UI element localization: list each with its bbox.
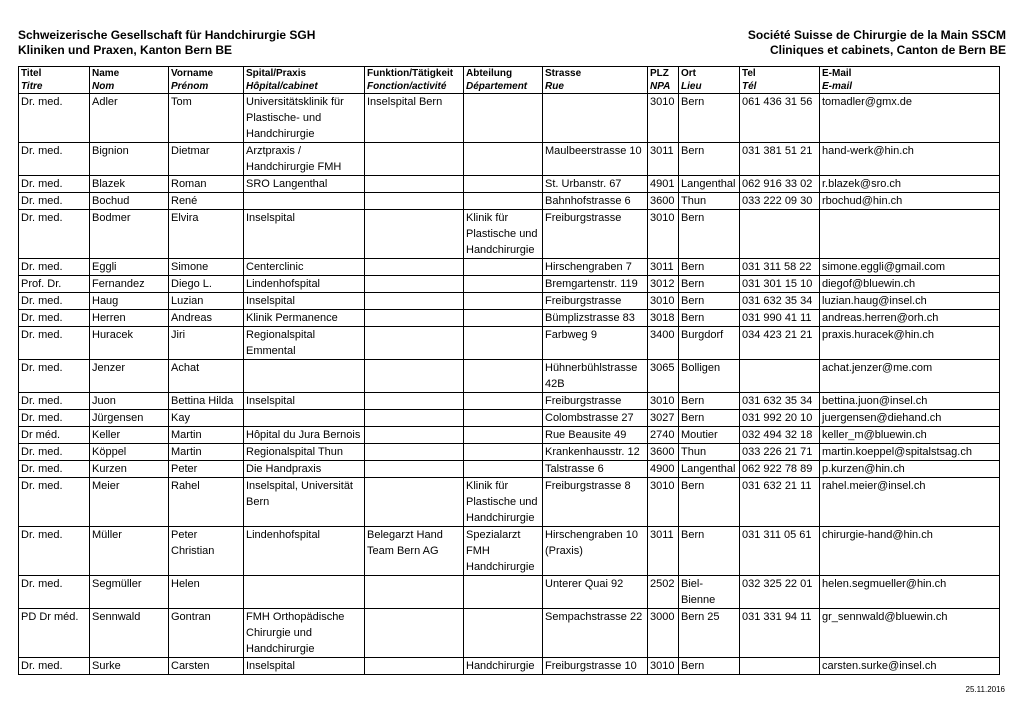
cell-hospital	[244, 360, 365, 393]
cell-phone: 031 301 15 10	[740, 276, 820, 293]
cell-department	[464, 143, 543, 176]
cell-function	[365, 658, 464, 675]
table-row	[19, 609, 1000, 658]
table-row	[19, 393, 1000, 410]
column-label-de: Name	[92, 68, 120, 79]
cell-title: Dr. med.	[19, 327, 90, 360]
cell-function	[365, 360, 464, 393]
table-header-row	[19, 67, 1000, 94]
table-row	[19, 143, 1000, 176]
column-header-zip	[648, 67, 679, 94]
cell-zip: 2740	[648, 427, 679, 444]
cell-title: Dr. med.	[19, 176, 90, 193]
cell-city: Bern	[679, 143, 740, 176]
cell-name: Bignion	[90, 143, 169, 176]
cell-department: Klinik für Plastische und Handchirurgie	[464, 478, 543, 527]
cell-street: Freiburgstrasse 10	[543, 658, 648, 675]
cell-function	[365, 276, 464, 293]
cell-department	[464, 461, 543, 478]
cell-zip: 3400	[648, 327, 679, 360]
cell-zip: 3600	[648, 193, 679, 210]
cell-zip: 3600	[648, 444, 679, 461]
cell-name: Bodmer	[90, 210, 169, 259]
cell-hospital: Lindenhofspital	[244, 527, 365, 576]
column-label-fr: Hôpital/cabinet	[246, 81, 318, 92]
cell-hospital: Universitätsklinik für Plastische- und Handchirurgie	[244, 94, 365, 143]
column-header-phone	[740, 67, 820, 94]
column-label-de: Abteilung	[466, 68, 513, 79]
cell-department: Spezialarzt FMH Handchirurgie	[464, 527, 543, 576]
cell-first-name: Simone	[169, 259, 244, 276]
cell-email: r.blazek@sro.ch	[820, 176, 1000, 193]
cell-title: Prof. Dr.	[19, 276, 90, 293]
table-row	[19, 310, 1000, 327]
cell-phone: 031 632 35 34	[740, 393, 820, 410]
cell-department	[464, 427, 543, 444]
cell-street: St. Urbanstr. 67	[543, 176, 648, 193]
cell-title: Dr. med.	[19, 478, 90, 527]
cell-zip: 3018	[648, 310, 679, 327]
table-row	[19, 410, 1000, 427]
cell-city: Biel-Bienne	[679, 576, 740, 609]
cell-department	[464, 444, 543, 461]
cell-title: Dr. med.	[19, 259, 90, 276]
cell-phone: 034 423 21 21	[740, 327, 820, 360]
cell-email: diegof@bluewin.ch	[820, 276, 1000, 293]
cell-name: Jenzer	[90, 360, 169, 393]
cell-city: Moutier	[679, 427, 740, 444]
cell-name: Segmüller	[90, 576, 169, 609]
directory-table	[18, 66, 1000, 675]
table-row	[19, 527, 1000, 576]
cell-department	[464, 176, 543, 193]
footer-date: 25.11.2016	[965, 685, 1005, 694]
cell-phone: 031 331 94 11	[740, 609, 820, 658]
cell-first-name: Peter Christian	[169, 527, 244, 576]
cell-city: Bern 25	[679, 609, 740, 658]
list-title-de: Kliniken und Praxen, Kanton Bern BE	[18, 43, 233, 57]
cell-function	[365, 327, 464, 360]
cell-zip: 3010	[648, 658, 679, 675]
cell-email: p.kurzen@hin.ch	[820, 461, 1000, 478]
cell-hospital: SRO Langenthal	[244, 176, 365, 193]
cell-phone: 032 494 32 18	[740, 427, 820, 444]
cell-zip: 3010	[648, 210, 679, 259]
cell-department	[464, 393, 543, 410]
column-label-de: Vorname	[171, 68, 214, 79]
table-row	[19, 658, 1000, 675]
cell-phone	[740, 210, 820, 259]
table-row	[19, 327, 1000, 360]
cell-street: Krankenhausstr. 12	[543, 444, 648, 461]
table-row	[19, 360, 1000, 393]
cell-department	[464, 360, 543, 393]
cell-first-name: Elvira	[169, 210, 244, 259]
cell-title: Dr. med.	[19, 94, 90, 143]
cell-street: Rue Beausite 49	[543, 427, 648, 444]
cell-function	[365, 293, 464, 310]
column-label-fr: Tél	[742, 81, 757, 92]
cell-title: Dr. med.	[19, 461, 90, 478]
cell-phone: 031 311 05 61	[740, 527, 820, 576]
cell-email: helen.segmueller@hin.ch	[820, 576, 1000, 609]
cell-function: Inselspital Bern	[365, 94, 464, 143]
cell-email: carsten.surke@insel.ch	[820, 658, 1000, 675]
cell-name: Fernandez	[90, 276, 169, 293]
cell-zip: 3010	[648, 94, 679, 143]
cell-email: achat.jenzer@me.com	[820, 360, 1000, 393]
cell-department	[464, 609, 543, 658]
table-row	[19, 176, 1000, 193]
cell-title: Dr. med.	[19, 293, 90, 310]
cell-zip: 3011	[648, 143, 679, 176]
cell-first-name: Kay	[169, 410, 244, 427]
cell-zip: 3012	[648, 276, 679, 293]
cell-zip: 3000	[648, 609, 679, 658]
column-header-name	[90, 67, 169, 94]
cell-zip: 3010	[648, 293, 679, 310]
cell-city: Bern	[679, 276, 740, 293]
cell-name: Blazek	[90, 176, 169, 193]
column-label-fr: Titre	[21, 81, 43, 92]
cell-function	[365, 193, 464, 210]
cell-first-name: Luzian	[169, 293, 244, 310]
table-row	[19, 478, 1000, 527]
cell-function	[365, 410, 464, 427]
cell-email: keller_m@bluewin.ch	[820, 427, 1000, 444]
cell-phone: 061 436 31 56	[740, 94, 820, 143]
cell-street: Hirschengraben 7	[543, 259, 648, 276]
society-name-fr: Société Suisse de Chirurgie de la Main SSCM	[747, 28, 1006, 42]
header-left	[18, 28, 315, 58]
cell-city: Bern	[679, 478, 740, 527]
cell-first-name: Dietmar	[169, 143, 244, 176]
table-row	[19, 259, 1000, 276]
cell-street: Hühnerbühlstrasse 42B	[543, 360, 648, 393]
table-row	[19, 193, 1000, 210]
cell-hospital	[244, 193, 365, 210]
cell-first-name: Bettina Hilda	[169, 393, 244, 410]
cell-phone: 031 990 41 11	[740, 310, 820, 327]
column-label-fr: NPA	[650, 81, 671, 92]
cell-email: rbochud@hin.ch	[820, 193, 1000, 210]
cell-email: juergensen@diehand.ch	[820, 410, 1000, 427]
cell-phone: 032 325 22 01	[740, 576, 820, 609]
cell-name: Jürgensen	[90, 410, 169, 427]
cell-first-name: Gontran	[169, 609, 244, 658]
cell-department	[464, 410, 543, 427]
cell-title: Dr. med.	[19, 193, 90, 210]
cell-function	[365, 176, 464, 193]
column-label-de: E-Mail	[822, 68, 852, 79]
cell-function	[365, 444, 464, 461]
cell-hospital	[244, 576, 365, 609]
cell-name: Haug	[90, 293, 169, 310]
cell-name: Bochud	[90, 193, 169, 210]
cell-zip: 4900	[648, 461, 679, 478]
cell-name: Müller	[90, 527, 169, 576]
cell-street: Bremgartenstr. 119	[543, 276, 648, 293]
cell-name: Keller	[90, 427, 169, 444]
cell-name: Kurzen	[90, 461, 169, 478]
cell-city: Langenthal	[679, 461, 740, 478]
cell-city: Bern	[679, 259, 740, 276]
cell-email: bettina.juon@insel.ch	[820, 393, 1000, 410]
cell-first-name: Andreas	[169, 310, 244, 327]
cell-phone: 031 632 21 11	[740, 478, 820, 527]
cell-hospital: Lindenhofspital	[244, 276, 365, 293]
column-header-street	[543, 67, 648, 94]
column-label-fr: Lieu	[681, 81, 702, 92]
column-header-city	[679, 67, 740, 94]
cell-city: Bern	[679, 293, 740, 310]
cell-title: Dr. med.	[19, 576, 90, 609]
cell-first-name: Peter	[169, 461, 244, 478]
cell-department	[464, 293, 543, 310]
cell-first-name: Helen	[169, 576, 244, 609]
cell-city: Langenthal	[679, 176, 740, 193]
list-title-fr: Cliniques et cabinets, Canton de Bern BE	[769, 43, 1006, 57]
column-header-first-name	[169, 67, 244, 94]
column-label-fr: Département	[466, 81, 528, 92]
cell-department: Handchirurgie	[464, 658, 543, 675]
cell-function	[365, 310, 464, 327]
cell-street: Freiburgstrasse 8	[543, 478, 648, 527]
cell-email: praxis.huracek@hin.ch	[820, 327, 1000, 360]
cell-email	[820, 210, 1000, 259]
cell-zip: 3011	[648, 527, 679, 576]
column-header-email	[820, 67, 1000, 94]
cell-phone: 031 311 58 22	[740, 259, 820, 276]
cell-title: Dr méd.	[19, 427, 90, 444]
table-row	[19, 276, 1000, 293]
table-row	[19, 427, 1000, 444]
cell-phone: 033 226 21 71	[740, 444, 820, 461]
cell-city: Bern	[679, 210, 740, 259]
cell-email: chirurgie-hand@hin.ch	[820, 527, 1000, 576]
cell-name: Juon	[90, 393, 169, 410]
cell-department	[464, 276, 543, 293]
cell-phone: 062 922 78 89	[740, 461, 820, 478]
table-row	[19, 444, 1000, 461]
cell-department	[464, 327, 543, 360]
table-row	[19, 293, 1000, 310]
cell-first-name: Jiri	[169, 327, 244, 360]
cell-city: Bern	[679, 310, 740, 327]
cell-zip: 3010	[648, 478, 679, 527]
society-name-de: Schweizerische Gesellschaft für Handchirurgie SGH	[18, 28, 316, 42]
cell-email: hand-werk@hin.ch	[820, 143, 1000, 176]
cell-street: Unterer Quai 92	[543, 576, 648, 609]
column-label-fr: Prénom	[171, 81, 209, 92]
cell-function	[365, 576, 464, 609]
cell-phone: 031 632 35 34	[740, 293, 820, 310]
column-header-function	[365, 67, 464, 94]
cell-hospital: Regionalspital Thun	[244, 444, 365, 461]
cell-city: Bolligen	[679, 360, 740, 393]
cell-function	[365, 461, 464, 478]
cell-name: Köppel	[90, 444, 169, 461]
cell-function	[365, 259, 464, 276]
cell-street: Bahnhofstrasse 6	[543, 193, 648, 210]
cell-hospital: Inselspital	[244, 293, 365, 310]
column-label-de: Tel	[742, 68, 756, 79]
cell-function	[365, 210, 464, 259]
cell-street: Freiburgstrasse	[543, 293, 648, 310]
column-header-title	[19, 67, 90, 94]
cell-street: Bümplizstrasse 83	[543, 310, 648, 327]
cell-title: Dr. med.	[19, 444, 90, 461]
cell-first-name: Tom	[169, 94, 244, 143]
column-label-fr: E-mail	[822, 81, 853, 92]
column-label-de: Funktion/Tätigkeit	[367, 68, 454, 79]
cell-function	[365, 478, 464, 527]
cell-phone	[740, 360, 820, 393]
cell-street: Freiburgstrasse	[543, 210, 648, 259]
cell-email: tomadler@gmx.de	[820, 94, 1000, 143]
header-right	[748, 28, 1006, 58]
cell-name: Meier	[90, 478, 169, 527]
table-row	[19, 461, 1000, 478]
table-row	[19, 576, 1000, 609]
cell-first-name: Martin	[169, 427, 244, 444]
cell-title: Dr. med.	[19, 210, 90, 259]
cell-phone: 033 222 09 30	[740, 193, 820, 210]
cell-city: Burgdorf	[679, 327, 740, 360]
cell-name: Eggli	[90, 259, 169, 276]
cell-hospital: Hôpital du Jura Bernois	[244, 427, 365, 444]
cell-phone: 031 381 51 21	[740, 143, 820, 176]
cell-hospital: Inselspital	[244, 210, 365, 259]
cell-title: Dr. med.	[19, 310, 90, 327]
cell-department	[464, 94, 543, 143]
column-header-hospital	[244, 67, 365, 94]
table-row	[19, 210, 1000, 259]
cell-email: simone.eggli@gmail.com	[820, 259, 1000, 276]
cell-hospital: Inselspital	[244, 393, 365, 410]
column-label-de: Strasse	[545, 68, 582, 79]
cell-city: Thun	[679, 444, 740, 461]
cell-city: Bern	[679, 94, 740, 143]
cell-zip: 3011	[648, 259, 679, 276]
cell-city: Bern	[679, 658, 740, 675]
cell-function	[365, 393, 464, 410]
column-header-department	[464, 67, 543, 94]
cell-hospital: FMH Orthopädische Chirurgie und Handchirurgie	[244, 609, 365, 658]
cell-title: Dr. med.	[19, 360, 90, 393]
cell-city: Thun	[679, 193, 740, 210]
cell-zip: 3065	[648, 360, 679, 393]
column-label-fr: Rue	[545, 81, 564, 92]
cell-title: PD Dr méd.	[19, 609, 90, 658]
cell-title: Dr. med.	[19, 658, 90, 675]
cell-email: andreas.herren@orh.ch	[820, 310, 1000, 327]
cell-zip: 2502	[648, 576, 679, 609]
cell-phone	[740, 658, 820, 675]
cell-hospital: Arztpraxis / Handchirurgie FMH	[244, 143, 365, 176]
cell-hospital	[244, 410, 365, 427]
cell-function: Belegarzt Hand Team Bern AG	[365, 527, 464, 576]
column-label-de: Titel	[21, 68, 42, 79]
cell-city: Bern	[679, 527, 740, 576]
cell-phone: 031 992 20 10	[740, 410, 820, 427]
cell-street: Hirschengraben 10 (Praxis)	[543, 527, 648, 576]
cell-street: Colombstrasse 27	[543, 410, 648, 427]
cell-email: rahel.meier@insel.ch	[820, 478, 1000, 527]
cell-department	[464, 576, 543, 609]
cell-email: luzian.haug@insel.ch	[820, 293, 1000, 310]
cell-street: Freiburgstrasse	[543, 393, 648, 410]
table-row	[19, 94, 1000, 143]
column-label-de: Ort	[681, 68, 696, 79]
column-label-de: Spital/Praxis	[246, 68, 307, 79]
cell-department	[464, 259, 543, 276]
cell-hospital: Die Handpraxis	[244, 461, 365, 478]
table-body	[19, 94, 1000, 675]
cell-hospital: Inselspital, Universität Bern	[244, 478, 365, 527]
cell-first-name: Roman	[169, 176, 244, 193]
cell-street: Talstrasse 6	[543, 461, 648, 478]
cell-title: Dr. med.	[19, 527, 90, 576]
cell-first-name: Martin	[169, 444, 244, 461]
cell-name: Huracek	[90, 327, 169, 360]
cell-department	[464, 310, 543, 327]
cell-hospital: Inselspital	[244, 658, 365, 675]
cell-department	[464, 193, 543, 210]
cell-title: Dr. med.	[19, 410, 90, 427]
cell-city: Bern	[679, 393, 740, 410]
cell-street	[543, 94, 648, 143]
cell-street: Sempachstrasse 22	[543, 609, 648, 658]
cell-function	[365, 427, 464, 444]
cell-hospital: Centerclinic	[244, 259, 365, 276]
cell-city: Bern	[679, 410, 740, 427]
cell-email: gr_sennwald@bluewin.ch	[820, 609, 1000, 658]
cell-street: Farbweg 9	[543, 327, 648, 360]
cell-title: Dr. med.	[19, 143, 90, 176]
cell-phone: 062 916 33 02	[740, 176, 820, 193]
cell-hospital: Klinik Permanence	[244, 310, 365, 327]
cell-zip: 3010	[648, 393, 679, 410]
cell-hospital: Regionalspital Emmental	[244, 327, 365, 360]
cell-first-name: Carsten	[169, 658, 244, 675]
cell-first-name: Achat	[169, 360, 244, 393]
cell-name: Surke	[90, 658, 169, 675]
cell-first-name: René	[169, 193, 244, 210]
cell-function	[365, 143, 464, 176]
cell-zip: 3027	[648, 410, 679, 427]
column-label-fr: Nom	[92, 81, 115, 92]
cell-name: Sennwald	[90, 609, 169, 658]
cell-name: Adler	[90, 94, 169, 143]
cell-title: Dr. med.	[19, 393, 90, 410]
cell-zip: 4901	[648, 176, 679, 193]
cell-name: Herren	[90, 310, 169, 327]
cell-department: Klinik für Plastische und Handchirurgie	[464, 210, 543, 259]
cell-function	[365, 609, 464, 658]
cell-email: martin.koeppel@spitalstsag.ch	[820, 444, 1000, 461]
cell-first-name: Diego L.	[169, 276, 244, 293]
cell-first-name: Rahel	[169, 478, 244, 527]
column-label-fr: Fonction/activité	[367, 81, 447, 92]
cell-street: Maulbeerstrasse 10	[543, 143, 648, 176]
column-label-de: PLZ	[650, 68, 669, 79]
